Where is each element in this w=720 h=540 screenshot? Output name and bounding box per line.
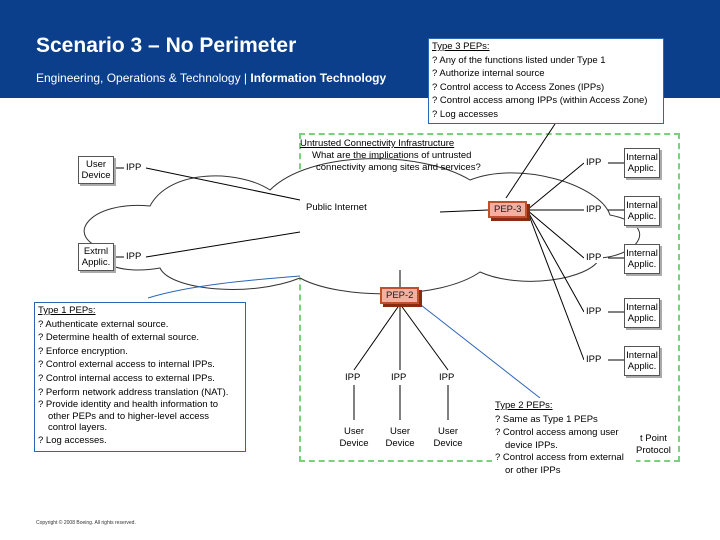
type2-peps-callout: [492, 398, 636, 478]
slide-title: Scenario 3 – No Perimeter: [36, 34, 297, 57]
copyright-notice: Copyright © 2008 Boeing. All rights reserved.: [36, 520, 136, 526]
type3-line: ? Authorize internal source: [432, 68, 545, 80]
type2-line: ? Control access from external: [495, 452, 624, 464]
user-device-left: User Device: [78, 156, 114, 184]
type1-line: ? Perform network address translation (NAT).: [38, 386, 229, 398]
type3-line: ? Control access among IPPs (within Access Zone): [432, 95, 648, 107]
type2-line: ? Same as Type 1 PEPs: [495, 413, 598, 425]
type3-line: ? Log accesses: [432, 108, 499, 120]
subtitle-prefix: Engineering, Operations & Technology |: [36, 71, 251, 85]
cloud-question-line1: What are the implications of untrusted: [312, 150, 472, 161]
type3-heading: Type 3 PEPs:: [432, 41, 490, 52]
type2-line: or other IPPs: [505, 464, 561, 476]
type1-line: ? Enforce encryption.: [38, 345, 128, 357]
type1-line: ? Log accesses.: [38, 434, 107, 446]
type1-line: other PEPs and to higher-level access: [48, 410, 210, 422]
ipp-right-2: IPP: [586, 204, 602, 215]
type1-peps-callout: [34, 302, 246, 452]
type3-line: ? Any of the functions listed under Type 1: [432, 54, 606, 66]
ipp-right-5: IPP: [586, 354, 602, 365]
ipp-left-top: IPP: [126, 162, 142, 173]
ipp-bottom-3: IPP: [439, 372, 455, 383]
type1-line: ? Provide identity and health information to: [38, 399, 219, 411]
ipp-bottom-2: IPP: [391, 372, 407, 383]
ipp-right-1: IPP: [586, 157, 602, 168]
cloud-heading: Untrusted Connectivity Infrastructure: [300, 138, 455, 149]
internal-application-2: Internal Applic.: [624, 196, 660, 226]
cloud-question-line2: connectivity among sites and services?: [316, 162, 481, 173]
partial-text-protocol: Protocol: [636, 445, 671, 456]
type3-line: ? Control access to Access Zones (IPPs): [432, 81, 605, 93]
type1-line: control layers.: [48, 422, 108, 434]
pep-3: PEP-3: [488, 201, 527, 218]
internal-application-5: Internal Applic.: [624, 346, 660, 376]
type2-heading: Type 2 PEPs:: [495, 400, 553, 411]
type1-line: ? Authenticate external source.: [38, 318, 169, 330]
user-device-bottom-1: User Device: [334, 426, 374, 449]
subtitle-bold: Information Technology: [250, 71, 387, 85]
type2-line: device IPPs.: [505, 439, 558, 451]
public-internet-label: Public Internet: [306, 202, 367, 213]
internal-application-3: Internal Applic.: [624, 244, 660, 274]
ipp-right-4: IPP: [586, 306, 602, 317]
user-device-bottom-3: User Device: [428, 426, 468, 449]
type1-heading: Type 1 PEPs:: [38, 305, 96, 316]
type3-peps-callout: [428, 38, 664, 124]
type1-line: ? Control internal access to external IPPs.: [38, 372, 215, 384]
internal-application-1: Internal Applic.: [624, 148, 660, 178]
user-device-bottom-2: User Device: [380, 426, 420, 449]
pep-2: PEP-2: [380, 287, 419, 304]
type1-line: ? Determine health of external source.: [38, 332, 200, 344]
type2-line: ? Control access among user: [495, 427, 619, 439]
ipp-left-bottom: IPP: [126, 251, 142, 262]
external-application: Extrnl Applic.: [78, 243, 114, 271]
internet-cloud-shape: [84, 159, 639, 294]
internal-application-4: Internal Applic.: [624, 298, 660, 328]
ipp-bottom-1: IPP: [345, 372, 361, 383]
partial-text-point: t Point: [640, 433, 667, 444]
ipp-right-3: IPP: [586, 252, 602, 263]
type1-line: ? Control external access to internal IPPs.: [38, 359, 215, 371]
